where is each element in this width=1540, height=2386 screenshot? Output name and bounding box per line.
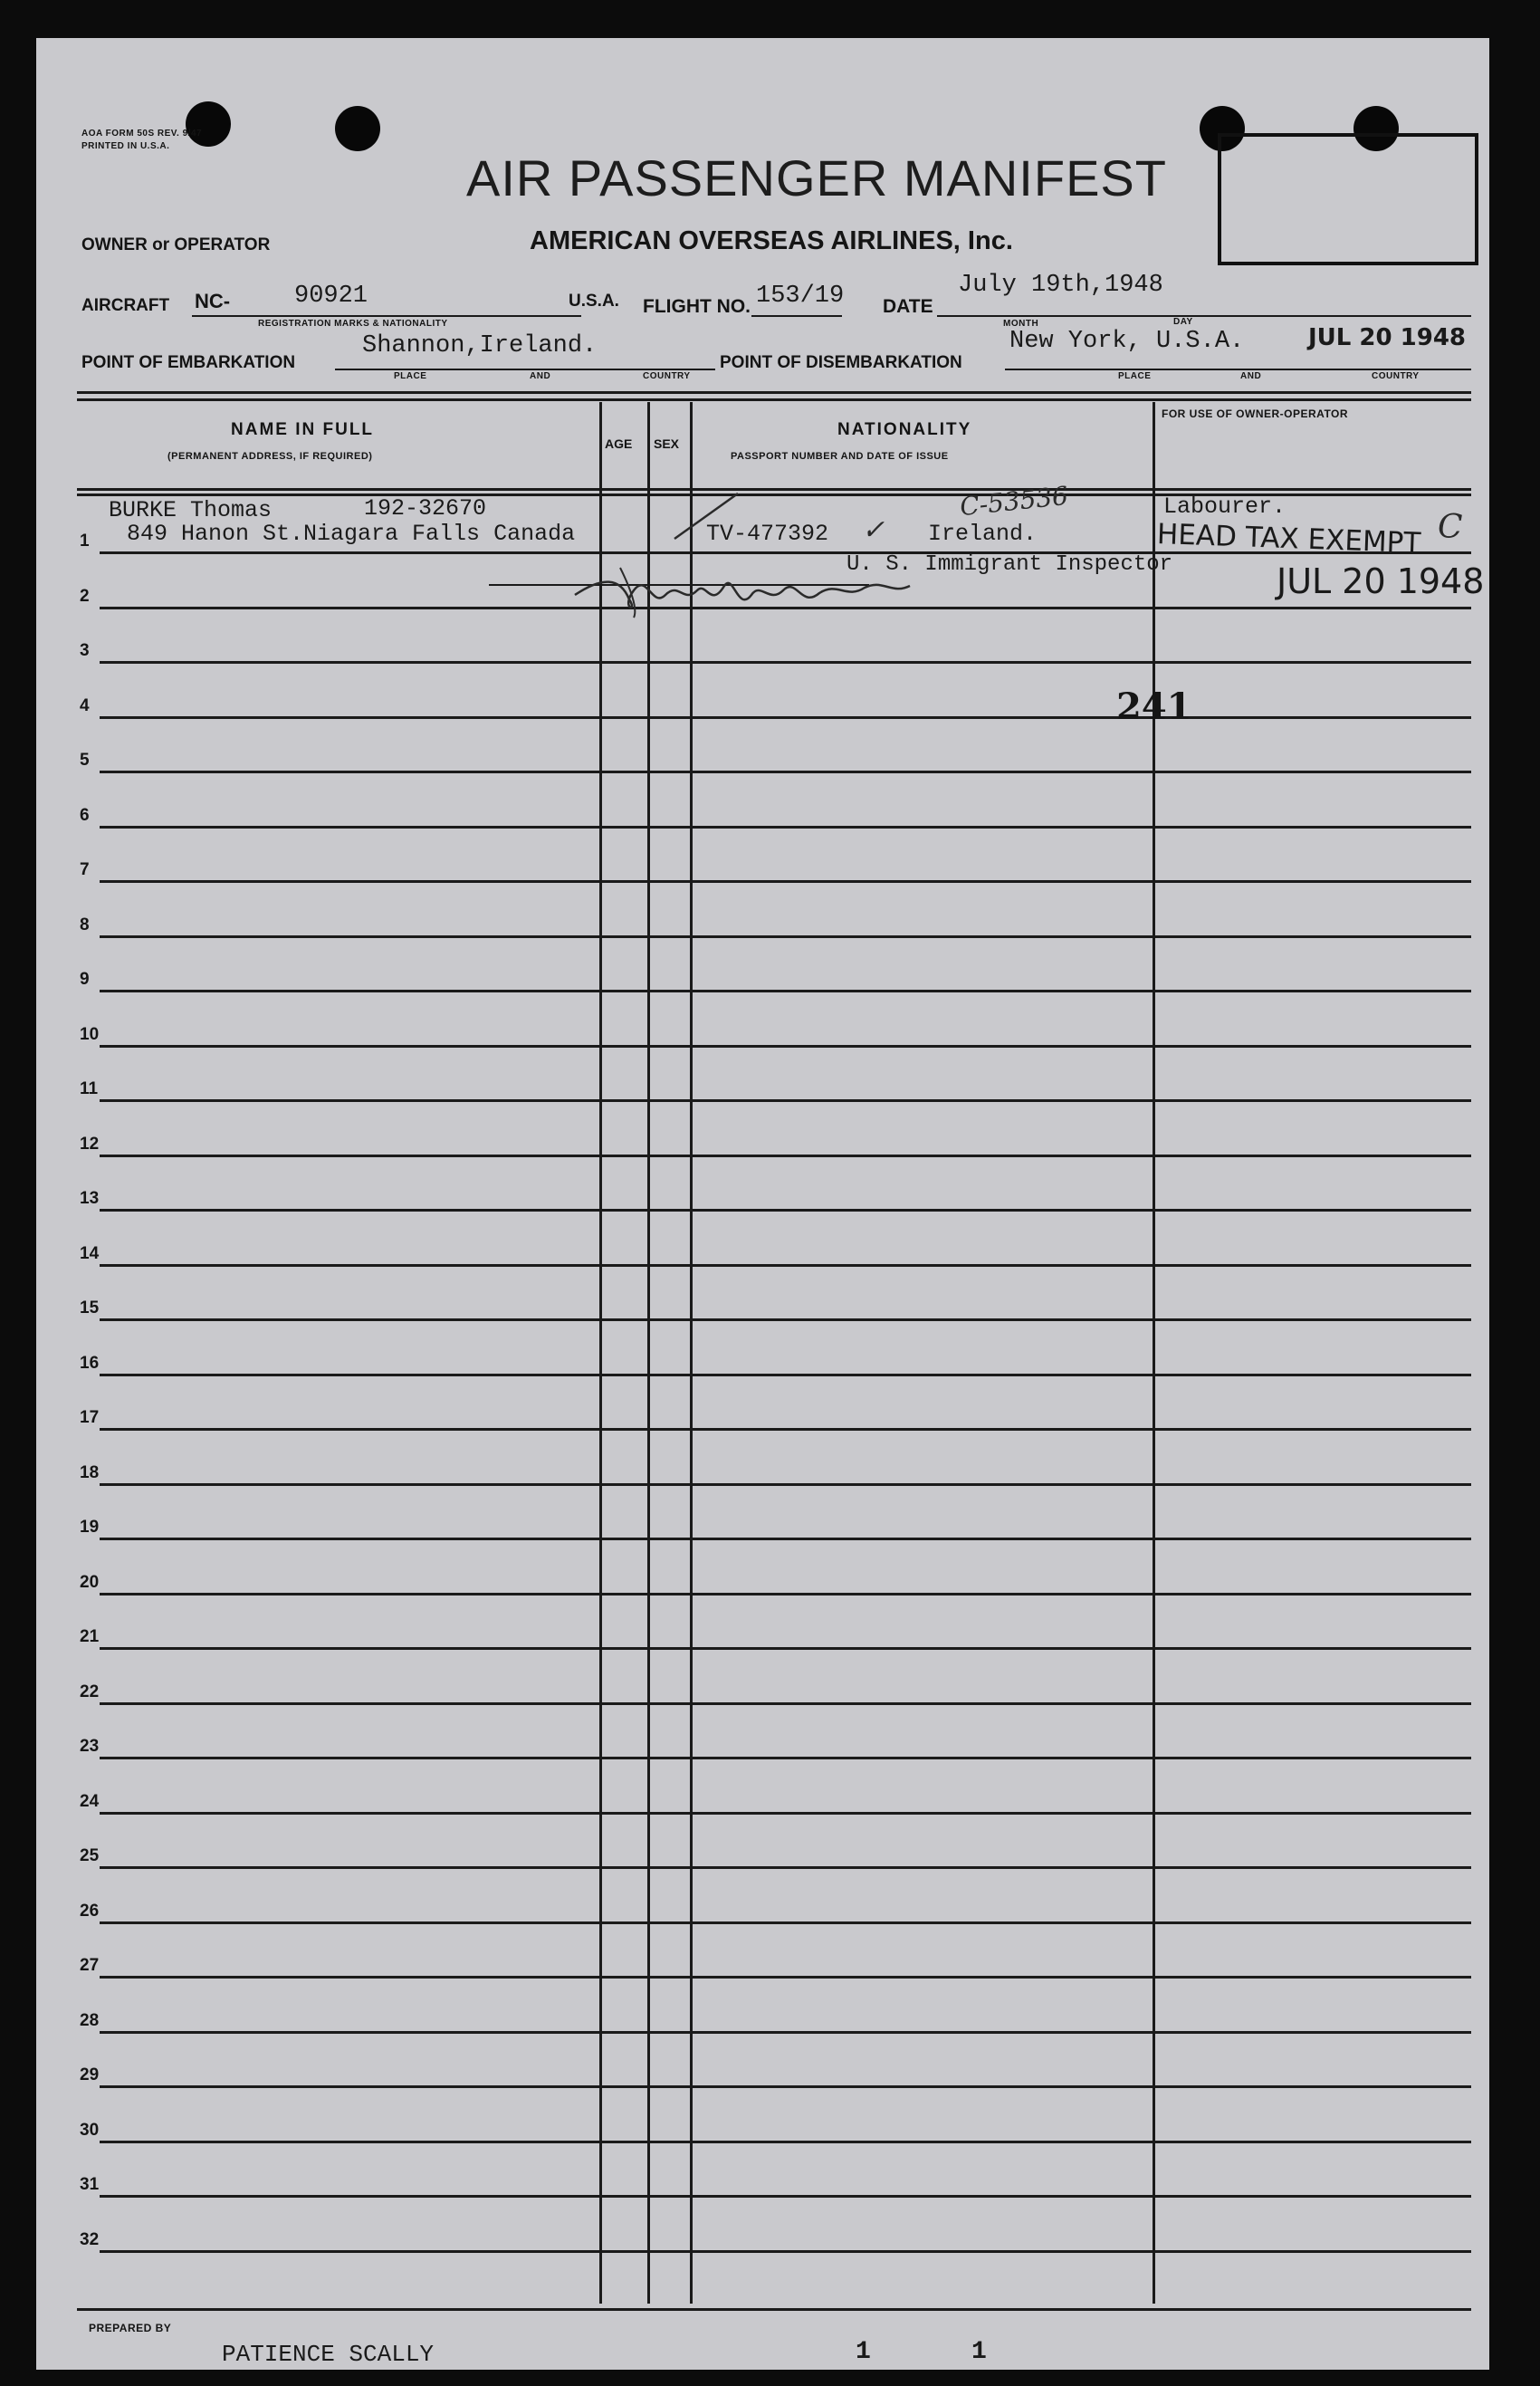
row-line: [100, 1099, 1471, 1102]
disembarkation-label: POINT OF DISEMBARKATION: [720, 353, 962, 372]
row-number: 22: [80, 1682, 100, 1701]
row-line: [100, 1812, 1471, 1815]
row-number: 18: [80, 1462, 100, 1482]
row-line: [100, 716, 1471, 719]
row-number: 7: [80, 860, 90, 879]
col-line-age-left: [599, 402, 602, 2304]
row-number: 8: [80, 915, 90, 934]
row-number: 23: [80, 1737, 100, 1756]
manifest-paper: [36, 38, 1489, 2370]
header-rule-top: [77, 391, 1471, 394]
embarkation-underline: [335, 369, 715, 370]
aircraft-prefix: NC-: [195, 290, 231, 312]
row-line: [100, 1209, 1471, 1212]
flight-underline: [751, 315, 842, 317]
row-line: [100, 1428, 1471, 1431]
embark-and-caption: AND: [530, 371, 551, 381]
passenger-number: 192-32670: [364, 495, 487, 522]
row-line: [100, 1866, 1471, 1869]
row4-number: 241: [1116, 685, 1192, 728]
row-line: [100, 1593, 1471, 1595]
row-number: 30: [80, 2120, 100, 2140]
row-number: 16: [80, 1353, 100, 1373]
col-header-owner-use: FOR USE OF OWNER-OPERATOR: [1162, 407, 1349, 420]
row-number: 25: [80, 1846, 100, 1865]
column-header-rule-top: [77, 488, 1471, 491]
row-line: [100, 880, 1471, 883]
row-line: [100, 1921, 1471, 1924]
disembark-country-caption: COUNTRY: [1372, 371, 1420, 381]
row-number: 19: [80, 1518, 100, 1537]
flight-label: FLIGHT NO.: [643, 296, 751, 317]
row-line: [100, 1264, 1471, 1267]
stamp-box: [1218, 133, 1478, 265]
prepared-by-value: PATIENCE SCALLY: [222, 2341, 435, 2368]
passenger-occupation: Labourer.: [1163, 493, 1287, 520]
row-number: 10: [80, 1024, 100, 1044]
col-header-name-sub: (PERMANENT ADDRESS, IF REQUIRED): [167, 451, 373, 462]
embark-place-caption: PLACE: [394, 371, 427, 381]
head-tax-stamp: HEAD TAX EXEMPT: [1156, 518, 1421, 561]
form-code: AOA FORM 50S REV. 9/47: [81, 129, 203, 139]
disembarkation-value: New York, U.S.A.: [1009, 328, 1245, 355]
row-line: [100, 1976, 1471, 1979]
col-header-nationality: NATIONALITY: [837, 420, 972, 439]
row-line: [100, 771, 1471, 773]
row-number: 15: [80, 1298, 100, 1318]
row-number: 24: [80, 1791, 100, 1811]
embark-country-caption: COUNTRY: [643, 371, 691, 381]
punch-hole-left-2: [335, 106, 380, 151]
date-label: DATE: [883, 296, 933, 317]
passenger-passport: TV-477392: [706, 521, 829, 547]
row-line: [100, 661, 1471, 664]
row-number: 26: [80, 1901, 100, 1921]
row-number: 13: [80, 1189, 100, 1208]
passenger-name: BURKE Thomas: [109, 497, 273, 523]
row-line: [100, 1757, 1471, 1759]
passenger-address: 849 Hanon St.Niagara Falls Canada: [127, 521, 576, 547]
row-number: 20: [80, 1572, 100, 1592]
page-current: 1: [856, 2338, 871, 2366]
passenger-nationality: Ireland.: [928, 521, 1038, 547]
disembarkation-underline: [1005, 369, 1471, 370]
col-line-age-sex: [647, 402, 650, 2304]
page-total: 1: [971, 2338, 987, 2366]
punch-hole-left-1: [186, 101, 231, 147]
row-line: [100, 2031, 1471, 2034]
disembarkation-stamp: JUL 20 1948: [1308, 324, 1467, 351]
row-number: 11: [80, 1079, 99, 1098]
row-line: [100, 1647, 1471, 1650]
col-line-sex-right: [690, 402, 693, 2304]
inspector-signature: [566, 559, 946, 622]
row-number: 9: [80, 970, 90, 989]
printed-in: PRINTED IN U.S.A.: [81, 141, 170, 151]
inspector-label: U. S. Immigrant Inspector: [847, 552, 1173, 577]
row-number: 14: [80, 1243, 100, 1263]
passport-check-mark: ✓: [862, 514, 885, 546]
row-line: [100, 1374, 1471, 1376]
row-line: [100, 1045, 1471, 1048]
registration-caption: REGISTRATION MARKS & NATIONALITY: [258, 319, 448, 329]
inspector-stamp: JUL 20 1948: [1277, 561, 1485, 601]
row-line: [100, 1483, 1471, 1486]
row-line: [100, 1155, 1471, 1157]
row-number: 31: [80, 2175, 100, 2194]
row-number: 28: [80, 2010, 100, 2030]
header-rule-bottom: [77, 398, 1471, 401]
row-number: 5: [80, 751, 90, 770]
flight-number: 153/19: [756, 283, 845, 310]
embarkation-value: Shannon,Ireland.: [362, 332, 598, 359]
day-caption: DAY: [1173, 317, 1193, 327]
date-underline: [937, 315, 1471, 317]
row-number: 2: [80, 586, 90, 606]
disembark-and-caption: AND: [1240, 371, 1262, 381]
row-line: [100, 826, 1471, 829]
embarkation-label: POINT OF EMBARKATION: [81, 353, 296, 372]
row-line: [100, 1318, 1471, 1321]
row-number: 29: [80, 2065, 100, 2084]
col-header-name: NAME IN FULL: [231, 420, 375, 439]
col-header-nationality-sub: PASSPORT NUMBER AND DATE OF ISSUE: [731, 451, 949, 462]
row-number: 12: [80, 1134, 100, 1154]
footer-rule: [77, 2308, 1471, 2311]
row-line: [100, 2250, 1471, 2253]
row-number: 6: [80, 805, 90, 825]
row-line: [100, 2141, 1471, 2143]
handwritten-note: C-53536: [958, 480, 1070, 522]
flight-date: July 19th,1948: [958, 272, 1163, 299]
col-header-sex: SEX: [654, 436, 680, 451]
aircraft-label: AIRCRAFT: [81, 296, 170, 315]
row-number: 3: [80, 641, 90, 660]
row-number: 17: [80, 1408, 100, 1427]
row-number: 32: [80, 2229, 100, 2249]
row-line: [100, 990, 1471, 992]
prepared-by-label: PREPARED BY: [89, 2322, 172, 2334]
page-title: AIR PASSENGER MANIFEST: [466, 149, 1167, 206]
row-line: [100, 2195, 1471, 2198]
row-number: 27: [80, 1956, 100, 1975]
aircraft-number: 90921: [294, 283, 368, 310]
row-line: [100, 935, 1471, 938]
owner-label: OWNER or OPERATOR: [81, 235, 271, 254]
owner-value: AMERICAN OVERSEAS AIRLINES, Inc.: [530, 226, 1013, 255]
aircraft-underline: [192, 315, 581, 317]
usa-label: U.S.A.: [569, 292, 619, 311]
row-line: [100, 1702, 1471, 1705]
disembark-place-caption: PLACE: [1118, 371, 1152, 381]
col-header-age: AGE: [605, 436, 633, 451]
row-line: [100, 1538, 1471, 1540]
head-tax-mark: C: [1438, 509, 1463, 546]
month-caption: MONTH: [1003, 319, 1039, 329]
row-number: 4: [80, 695, 90, 715]
row-number: 1: [80, 532, 90, 551]
row-line: [100, 2085, 1471, 2088]
row-number: 21: [80, 1627, 100, 1646]
slash-mark: [670, 489, 742, 543]
